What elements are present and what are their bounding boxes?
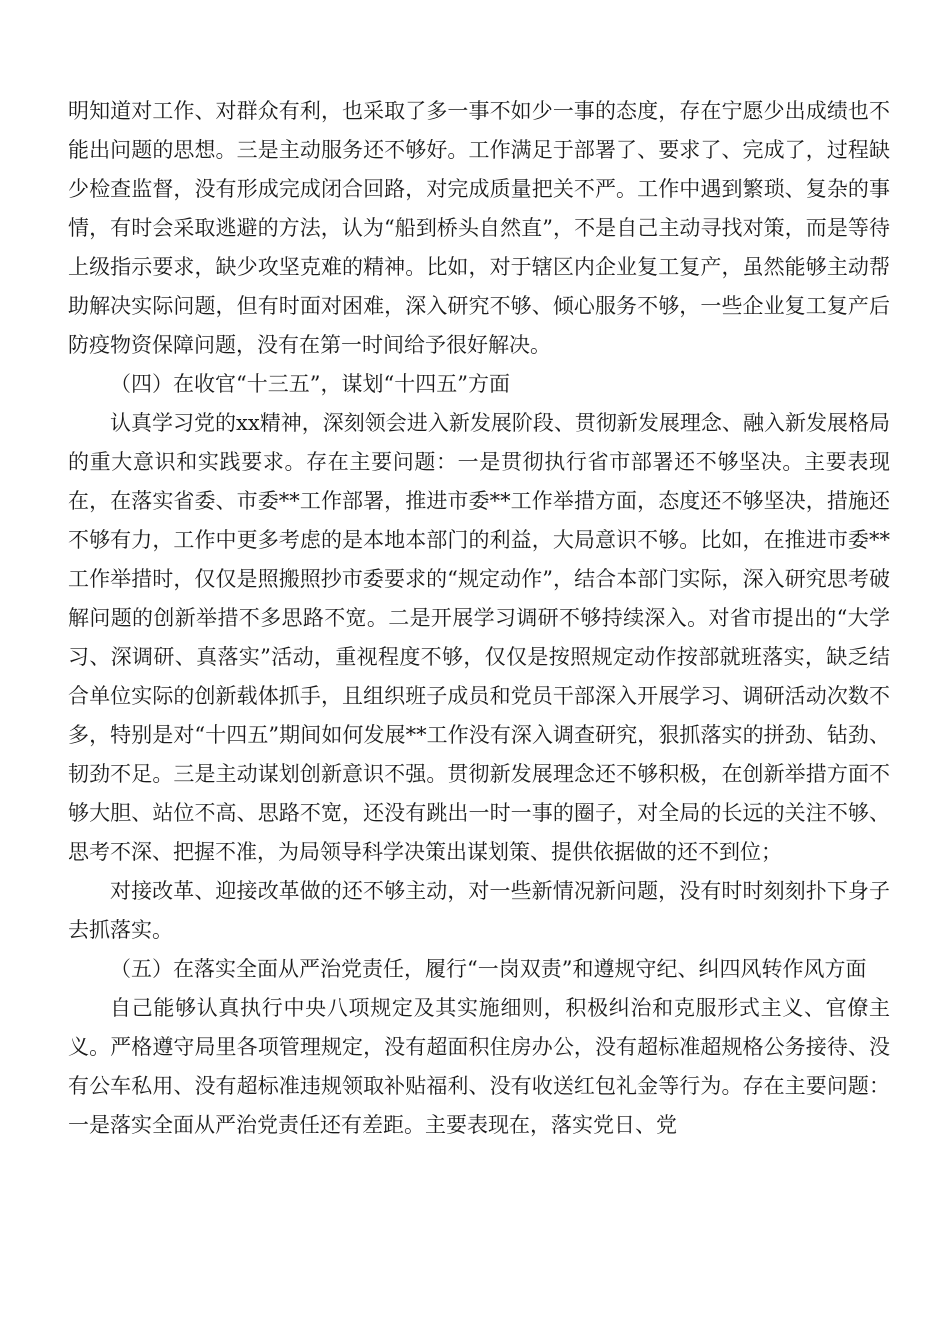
- section-heading-four: （四）在收官“十三五”，谋划“十四五”方面: [110, 372, 510, 396]
- paragraph-continuation: 明知道对工作、对群众有利，也采取了多一事不如少一事的态度，存在宁愿少出成绩也不能出问题的思想。三是主动服务还不够好。工作满足于部署了、要求了、完成了，过程缺少检查监督，没有形成完成闭合回路，对完成质量把关不严。工作中遇到繁琐、复杂的事情，有时会采取逃避的方法，认为“船到桥头自然直”，不是自己主动寻找对策，而是等待上级指示要求，缺少攻坚克难的精神。比如，对于辖区内企业复工复产，虽然能够主动帮助解决实际问题，但有时面对困难，深入研究不够、倾心服务不够，一些企业复工复产后防疫物资保障问题，没有在第一时间给予很好解决。: [68, 99, 890, 357]
- document-page: [68, 92, 890, 1145]
- paragraph-study: 认真学习党的xx精神，深刻领会进入新发展阶段、贯彻新发展理念、融入新发展格局的重大意识和实践要求。存在主要问题：一是贯彻执行省市部署还不够坚决。主要表现在，在落实省委、市委**工作部署，推进市委**工作举措方面，态度还不够坚决，措施还不够有力，工作中更多考虑的是本地本部门的利益，大局意识不够。比如，在推进市委**工作举措时，仅仅是照搬照抄市委要求的“规定动作”，结合本部门实际，深入研究思考破解问题的创新举措不多思路不宽。二是开展学习调研不够持续深入。对省市提出的“大学习、深调研、真落实”活动，重视程度不够，仅仅是按照规定动作按部就班落实，缺乏结合单位实际的创新载体抓手，且组织班子成员和党员干部深入开展学习、调研活动次数不多，特别是对“十四五”期间如何发展**工作没有深入调查研究，狠抓落实的拼劲、钻劲、韧劲不足。三是主动谋划创新意识不强。贯彻新发展理念还不够积极，在创新举措方面不够大胆、站位不高、思路不宽，还没有跳出一时一事的圈子，对全局的长远的关注不够、思考不深、把握不准，为局领导科学决策出谋划策、提供依据做的还不到位；: [68, 411, 890, 864]
- section-heading-five: （五）在落实全面从严治党责任，履行“一岗双责”和遵规守纪、纠四风转作风方面: [110, 957, 867, 981]
- paragraph-reform: 对接改革、迎接改革做的还不够主动，对一些新情况新问题，没有时时刻刻扑下身子去抓落实。: [68, 879, 890, 942]
- paragraph-discipline: 自己能够认真执行中央八项规定及其实施细则，积极纠治和克服形式主义、官僚主义。严格遵守局里各项管理规定，没有超面积住房办公，没有超标准超规格公务接待、没有公车私用、没有超标准违规领取补贴福利、没有收送红包礼金等行为。存在主要问题：一是落实全面从严治党责任还有差距。主要表现在，落实党日、党: [68, 996, 890, 1137]
